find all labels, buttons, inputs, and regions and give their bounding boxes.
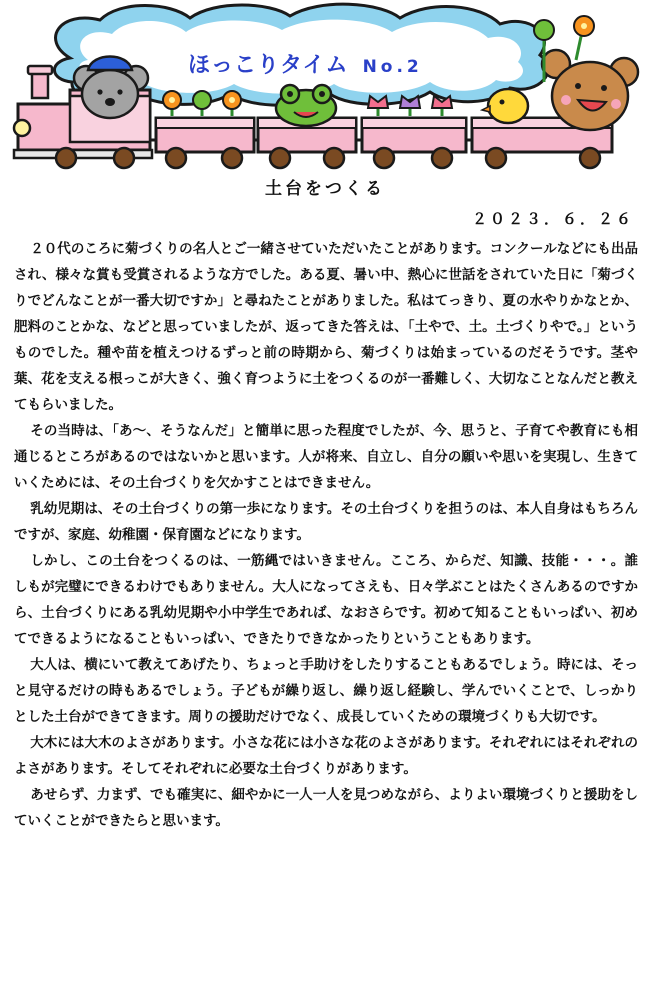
paragraph: 乳幼児期は、その土台づくりの第一歩になります。その土台づくりを担うのは、本人自身はもちろんですが、家庭、幼稚園・保育園などになります。 [14,501,638,543]
bear-illustration [534,16,638,130]
newsletter-number: No.2 [362,57,423,77]
article-date: ２０２３．６．２６ [471,210,634,228]
paragraph: ２０代のころに菊づくりの名人とご一緒させていただいたことがあります。コンクールなどにも出品され、様々な賞も受賞されるような方でした。ある夏、暑い中、熱心に世話をされていた日に「菊づくりでどんなことが一番大切ですか」と尋ねたことがありました。私はてっきり、夏の水やりかなとか、肥料のことかな、などと思っていましたが、返ってきた答えは、「土やで、土。土づくりやで。」というものでした。種や苗を植えつけるずっと前の時期から、菊づくりは始まっているのだそうです。茎や葉、花を支える根っこが大きく、強く育つように土をつくるのが一番難しく、大切なことなんだと教えてもらいました。 [14,241,638,413]
newsletter-title [188,48,488,79]
header-banner [0,0,650,178]
frog-illustration [276,85,336,126]
paragraph: 大木には大木のよさがあります。小さな花には小さな花のよさがあります。それぞれにはそれぞれのよさがあります。そしてそれぞれに必要な土台づくりがあります。 [14,735,638,777]
article-body [14,236,638,834]
flowers-illustration [163,91,241,116]
train-cars-illustration [150,118,612,152]
article-title: 土台をつくる [265,179,385,199]
paragraph: あせらず、力まず、でも確実に、細やかに一人一人を見つめながら、よりよい環境づくりと援助をしていくことができたらと思います。 [14,787,638,829]
paragraph: その当時は、「あ〜、そうなんだ」と簡単に思った程度でしたが、今、思うと、子育てや教育にも相通じるところがあるのではないかと思います。人が将来、自立し、自分の願いや思いを実現し、生きていくためには、その土台づくりを欠かすことはできません。 [14,423,638,491]
paragraph: しかし、この土台をつくるのは、一筋縄ではいきません。こころ、からだ、知識、技能・・・。誰しもが完璧にできるわけでもありません。大人になってさえも、日々学ぶことはたくさんあるのですから、土台づくりにある乳幼児期や小中学生であれば、なおさらです。初めて知ることもいっぱい、初めてできるようになることもいっぱい、できたりできなかったりということもあります。 [14,553,638,647]
paragraph: 大人は、横にいて教えてあげたり、ちょっと手助けをしたりすることもあるでしょう。時には、そっと見守るだけの時もあるでしょう。子どもが繰り返し、繰り返し経験し、学んでいくことで、しっかりとした土台ができてきます。周りの援助だけでなく、成長していくための環境づくりも大切です。 [14,657,638,725]
newsletter-name: ほっこりタイム [188,53,349,78]
